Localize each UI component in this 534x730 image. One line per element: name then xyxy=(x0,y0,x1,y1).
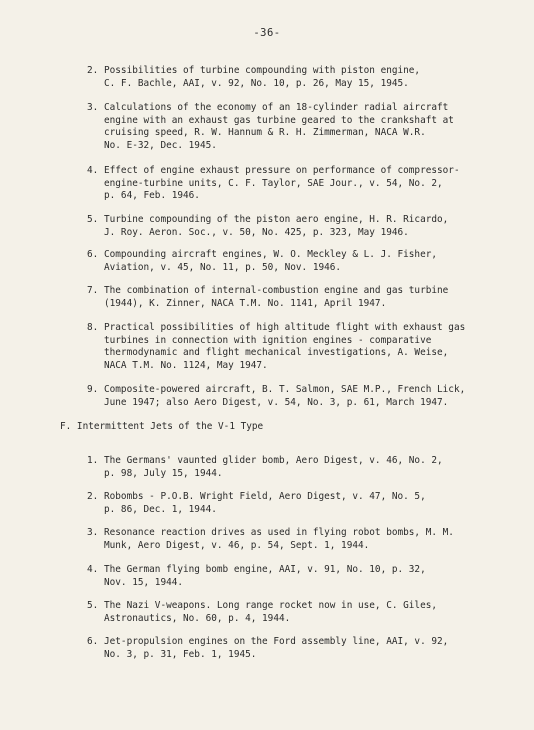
entry-number: 5. xyxy=(87,214,99,225)
entry-number: 5. xyxy=(87,600,99,611)
reference-entry-e3 xyxy=(87,102,524,152)
entry-line: engine-turbine units, C. F. Taylor, SAE Jour., v. 54, No. 2, xyxy=(104,177,443,189)
entry-line: Effect of engine exhaust pressure on performance of compressor- xyxy=(104,165,460,176)
reference-entry-f6 xyxy=(87,636,524,661)
entry-line: The combination of internal-combustion engine and gas turbine xyxy=(104,285,449,296)
entry-line: Munk, Aero Digest, v. 46, p. 54, Sept. 1, 1944. xyxy=(104,539,370,551)
entry-line: Aviation, v. 45, No. 11, p. 50, Nov. 1946. xyxy=(104,261,342,273)
entry-line: Practical possibilities of high altitude flight with exhaust gas xyxy=(104,322,466,333)
entry-number: 4. xyxy=(87,165,99,176)
entry-line: The Germans' vaunted glider bomb, Aero Digest, v. 46, No. 2, xyxy=(104,455,443,466)
entry-line: p. 86, Dec. 1, 1944. xyxy=(104,503,217,515)
entry-line: No. E-32, Dec. 1945. xyxy=(104,139,217,151)
entry-number: 7. xyxy=(87,285,99,296)
entry-number: 4. xyxy=(87,564,99,575)
entry-number: 3. xyxy=(87,102,99,113)
entry-line: June 1947; also Aero Digest, v. 54, No. 3, p. 61, March 1947. xyxy=(104,396,449,408)
reference-entry-f4 xyxy=(87,564,524,589)
entry-line: p. 64, Feb. 1946. xyxy=(104,190,200,202)
entry-number: 2. xyxy=(87,491,99,502)
entry-line: J. Roy. Aeron. Soc., v. 50, No. 425, p. 323, May 1946. xyxy=(104,226,409,238)
entry-number: 6. xyxy=(87,249,99,260)
entry-number: 1. xyxy=(87,455,99,466)
entry-line: Nov. 15, 1944. xyxy=(104,576,184,588)
entry-line: Astronautics, No. 60, p. 4, 1944. xyxy=(104,612,291,624)
entry-line: Resonance reaction drives as used in flying robot bombs, M. M. xyxy=(104,527,454,538)
entry-number: 3. xyxy=(87,527,99,538)
reference-entry-e2 xyxy=(87,65,524,90)
section-heading: F. Intermittent Jets of the V-1 Type xyxy=(60,421,264,432)
reference-entry-e9 xyxy=(87,384,524,409)
reference-entry-e8 xyxy=(87,322,524,372)
entry-line: Compounding aircraft engines, W. O. Meckley & L. J. Fisher, xyxy=(104,249,438,260)
entry-line: Calculations of the economy of an 18-cylinder radial aircraft xyxy=(104,102,449,113)
reference-entry-f2 xyxy=(87,491,524,516)
entry-line: (1944), K. Zinner, NACA T.M. No. 1141, April 1947. xyxy=(104,297,387,309)
entry-number: 9. xyxy=(87,384,99,395)
entry-line: The German flying bomb engine, AAI, v. 91, No. 10, p. 32, xyxy=(104,564,426,575)
reference-entry-f5 xyxy=(87,600,524,625)
page-number: -36- xyxy=(253,27,281,39)
entry-number: 2. xyxy=(87,65,99,76)
reference-entry-e5 xyxy=(87,214,524,239)
entry-line: The Nazi V-weapons. Long range rocket now in use, C. Giles, xyxy=(104,600,438,611)
entry-line: turbines in connection with ignition engines - comparative xyxy=(104,334,432,346)
entry-line: thermodynamic and flight mechanical investigations, A. Weise, xyxy=(104,347,449,359)
reference-entry-e4 xyxy=(87,165,524,203)
entry-number: 8. xyxy=(87,322,99,333)
entry-line: Robombs - P.O.B. Wright Field, Aero Digest, v. 47, No. 5, xyxy=(104,491,426,502)
entry-line: C. F. Bachle, AAI, v. 92, No. 10, p. 26, May 15, 1945. xyxy=(104,77,409,89)
entry-line: p. 98, July 15, 1944. xyxy=(104,467,223,479)
entry-line: Composite-powered aircraft, B. T. Salmon, SAE M.P., French Lick, xyxy=(104,384,466,395)
entry-number: 6. xyxy=(87,636,99,647)
entry-line: cruising speed, R. W. Hannum & R. H. Zimmerman, NACA W.R. xyxy=(104,127,426,139)
reference-entry-f1 xyxy=(87,455,524,480)
reference-entry-e6 xyxy=(87,249,524,274)
entry-line: Possibilities of turbine compounding with piston engine, xyxy=(104,65,421,76)
entry-line: engine with an exhaust gas turbine geared to the crankshaft at xyxy=(104,114,454,126)
entry-line: NACA T.M. No. 1124, May 1947. xyxy=(104,359,268,371)
entry-line: No. 3, p. 31, Feb. 1, 1945. xyxy=(104,648,257,660)
reference-entry-e7 xyxy=(87,285,524,310)
entry-line: Turbine compounding of the piston aero engine, H. R. Ricardo, xyxy=(104,214,449,225)
entry-line: Jet-propulsion engines on the Ford assembly line, AAI, v. 92, xyxy=(104,636,449,647)
reference-entry-f3 xyxy=(87,527,524,552)
